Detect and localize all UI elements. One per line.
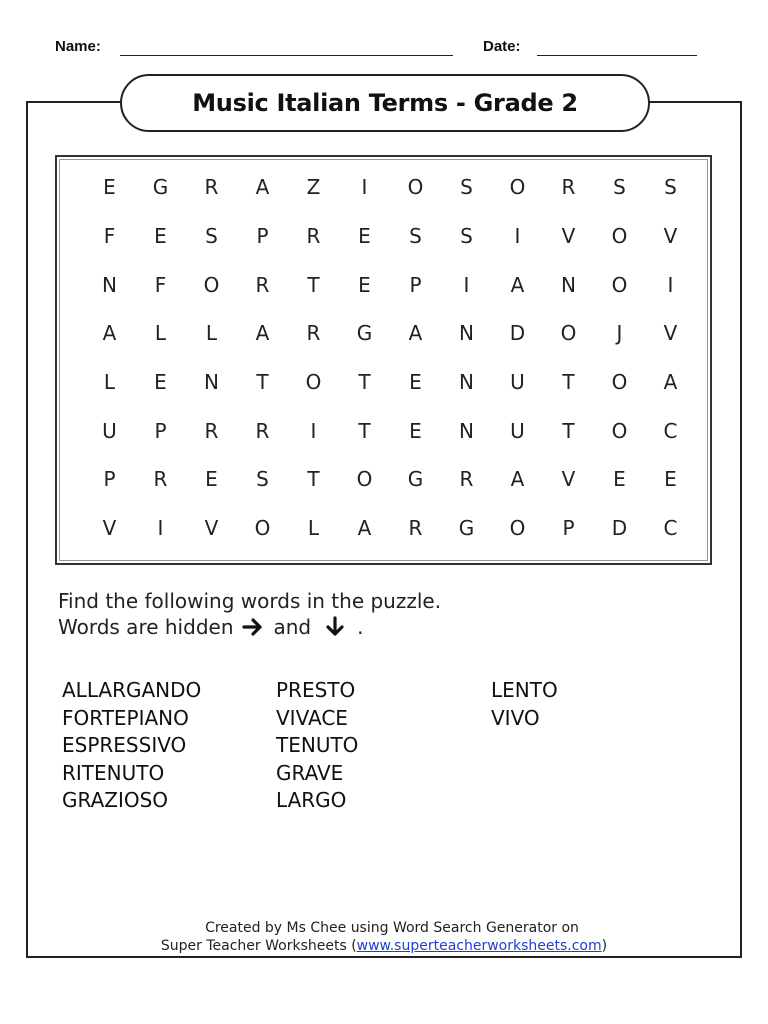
grid-letter: O: [407, 175, 424, 200]
grid-letter: R: [204, 418, 219, 443]
word-list-item: FORTEPIANO: [62, 705, 189, 730]
word-list-item: LENTO: [491, 678, 558, 702]
grid-letter: S: [460, 224, 473, 249]
grid-letter: O: [611, 370, 628, 395]
grid-letter: N: [459, 370, 474, 395]
arrow-down-icon: [325, 616, 345, 638]
grid-letter: O: [611, 272, 628, 297]
grid-letter: S: [256, 467, 269, 492]
grid-letter: V: [102, 516, 117, 541]
grid-letter: V: [561, 224, 576, 249]
grid-letter: G: [152, 175, 169, 200]
grid-letter: N: [561, 272, 576, 297]
grid-letter: E: [409, 418, 422, 443]
arrow-right-icon: [242, 617, 264, 637]
grid-letter: F: [103, 224, 116, 249]
grid-letter: A: [102, 321, 117, 346]
footer-source-suffix: ): [601, 938, 608, 954]
page-title: Music Italian Terms - Grade 2: [192, 89, 578, 117]
grid-letter: T: [256, 370, 269, 395]
name-label: Name:: [55, 38, 101, 55]
word-list-column-1: [62, 677, 201, 815]
grid-letter: G: [356, 321, 373, 346]
grid-letter: A: [408, 321, 423, 346]
grid-letter: T: [562, 418, 575, 443]
grid-letter: E: [103, 175, 116, 200]
grid-letter: A: [510, 467, 525, 492]
grid-letter: R: [204, 175, 219, 200]
grid-letter: A: [357, 516, 372, 541]
footer-link[interactable]: www.superteacherworksheets.com: [356, 938, 602, 954]
word-list-item: PRESTO: [276, 678, 356, 702]
grid-letter: O: [356, 467, 373, 492]
word-list-column-3: [491, 677, 558, 732]
grid-letter: A: [510, 272, 525, 297]
instructions-prefix: Words are hidden: [58, 615, 234, 639]
name-field[interactable]: [120, 55, 453, 56]
word-list-item: ESPRESSIVO: [62, 733, 187, 757]
grid-letter: E: [205, 467, 218, 492]
grid-letter: I: [667, 272, 674, 297]
grid-letter: O: [560, 321, 577, 346]
grid-letter: I: [361, 175, 368, 200]
word-list-item: VIVO: [491, 705, 540, 730]
grid-letter: S: [205, 224, 218, 249]
grid-letter: O: [611, 418, 628, 443]
grid-letter: L: [307, 516, 320, 541]
footer-credit: Created by Ms Chee using Word Search Generator on: [205, 920, 579, 936]
grid-letter: G: [458, 516, 475, 541]
word-search-grid: [84, 163, 696, 553]
grid-letter: P: [256, 224, 269, 249]
grid-letter: L: [205, 321, 218, 346]
grid-letter: S: [460, 175, 473, 200]
grid-letter: E: [409, 370, 422, 395]
instructions-period: .: [357, 615, 364, 639]
instructions-and: and: [273, 615, 312, 639]
grid-letter: E: [613, 467, 626, 492]
word-list-item: LARGO: [276, 788, 347, 812]
date-label: Date:: [483, 38, 521, 55]
grid-letter: G: [407, 467, 424, 492]
grid-letter: N: [459, 321, 474, 346]
grid-letter: N: [204, 370, 219, 395]
grid-letter: V: [204, 516, 219, 541]
grid-letter: L: [103, 370, 116, 395]
footer-source-prefix: Super Teacher Worksheets (: [160, 938, 357, 954]
grid-letter: O: [203, 272, 220, 297]
grid-letter: U: [102, 418, 117, 443]
grid-letter: A: [255, 175, 270, 200]
grid-letter: O: [509, 516, 526, 541]
grid-letter: P: [103, 467, 116, 492]
grid-letter: I: [310, 418, 317, 443]
grid-letter: I: [463, 272, 470, 297]
grid-letter: N: [102, 272, 117, 297]
grid-letter: R: [561, 175, 576, 200]
grid-letter: T: [307, 272, 320, 297]
grid-letter: I: [157, 516, 164, 541]
grid-letter: R: [153, 467, 168, 492]
grid-letter: S: [613, 175, 626, 200]
grid-letter: O: [509, 175, 526, 200]
grid-letter: A: [663, 370, 678, 395]
word-list-item: VIVACE: [276, 705, 348, 730]
grid-letter: V: [561, 467, 576, 492]
grid-letter: V: [663, 224, 678, 249]
date-field[interactable]: [537, 55, 697, 56]
grid-letter: R: [459, 467, 474, 492]
grid-letter: U: [510, 370, 525, 395]
grid-letter: L: [154, 321, 167, 346]
grid-letter: O: [254, 516, 271, 541]
grid-letter: S: [664, 175, 677, 200]
grid-letter: R: [255, 272, 270, 297]
grid-letter: E: [358, 272, 371, 297]
grid-letter: P: [409, 272, 422, 297]
grid-letter: R: [306, 321, 321, 346]
grid-letter: D: [509, 321, 526, 346]
word-list-item: GRAVE: [276, 760, 344, 785]
grid-letter: T: [358, 418, 371, 443]
grid-letter: U: [510, 418, 525, 443]
instructions-line-2: [58, 615, 364, 639]
grid-letter: P: [154, 418, 167, 443]
grid-letter: E: [154, 370, 167, 395]
grid-letter: V: [663, 321, 678, 346]
grid-letter: T: [562, 370, 575, 395]
word-list-item: TENUTO: [276, 733, 359, 757]
grid-letter: R: [306, 224, 321, 249]
grid-letter: Z: [306, 175, 321, 200]
grid-letter: S: [409, 224, 422, 249]
grid-letter: P: [562, 516, 575, 541]
grid-letter: N: [459, 418, 474, 443]
grid-letter: T: [307, 467, 320, 492]
grid-letter: I: [514, 224, 521, 249]
word-list-item: RITENUTO: [62, 760, 165, 785]
grid-letter: E: [664, 467, 677, 492]
title-banner: [120, 74, 650, 132]
footer-source: [0, 938, 768, 954]
grid-letter: D: [611, 516, 628, 541]
grid-letter: R: [408, 516, 423, 541]
word-list-column-2: [276, 677, 358, 815]
grid-letter: A: [255, 321, 270, 346]
grid-letter: C: [663, 516, 678, 541]
word-list-item: ALLARGANDO: [62, 678, 202, 702]
grid-letter: F: [154, 272, 167, 297]
grid-letter: T: [358, 370, 371, 395]
grid-letter: O: [611, 224, 628, 249]
grid-letter: R: [255, 418, 270, 443]
word-list-item: GRAZIOSO: [62, 788, 169, 812]
grid-letter: J: [616, 321, 623, 346]
grid-letter: O: [305, 370, 322, 395]
instructions-line-1: Find the following words in the puzzle.: [58, 589, 442, 613]
grid-letter: C: [663, 418, 678, 443]
grid-letter: E: [154, 224, 167, 249]
grid-letter: E: [358, 224, 371, 249]
